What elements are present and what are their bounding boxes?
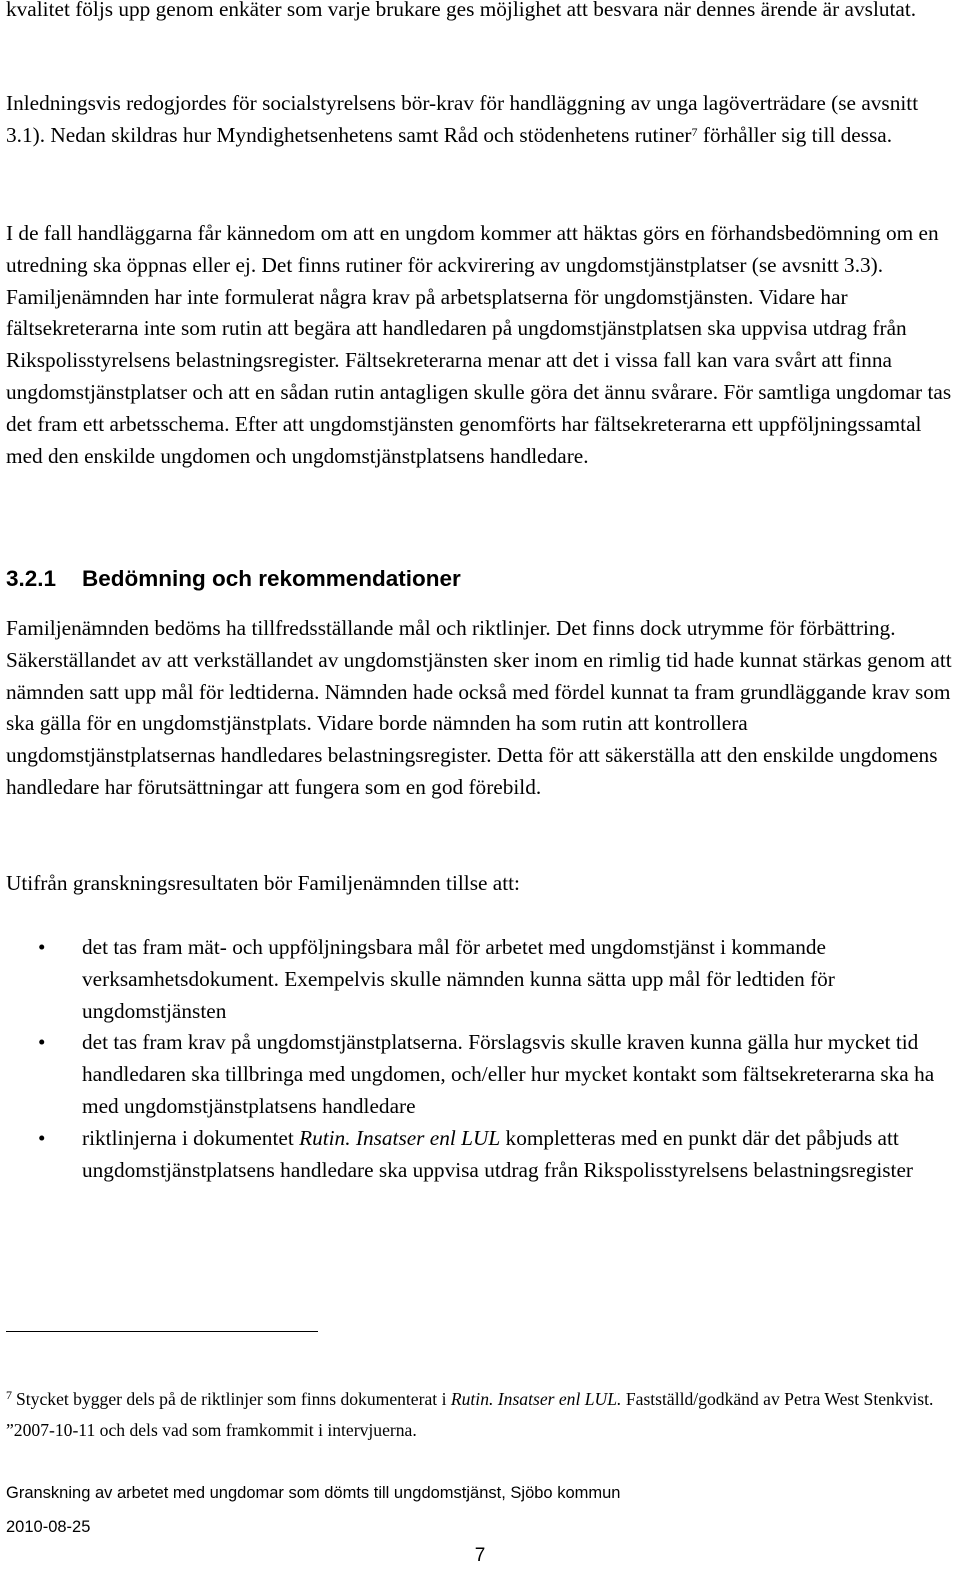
footer-date: 2010-08-25 (6, 1518, 91, 1536)
footnote-document-title: Rutin. Insatser enl LUL. (450, 1389, 622, 1409)
intro-paragraph-1: kvalitet följs upp genom enkäter som varje brukare ges möjlighet att besvara när dennes ärende är avslutat. (6, 0, 917, 21)
footnote-number: 7 (6, 1388, 12, 1402)
list-item-text: det tas fram mät- och uppföljningsbara mål för arbetet med ungdomstjänst i kommande verksamhetsdokument. Exempelvis skulle nämnden kunna sätta upp mål för ledtiden för ungdomstjänsten (82, 935, 835, 1023)
section-number: 3.2.1 (6, 566, 57, 591)
footnote-separator (6, 1331, 318, 1332)
bullet-icon: • (38, 935, 46, 959)
recommendations-list (0, 932, 960, 1186)
footnote-reference[interactable]: 7 (691, 124, 698, 139)
list-item-text: det tas fram krav på ungdomstjänstplatserna. Förslagsvis skulle kraven kunna gälla hur mycket tid handledaren ska tillbringa med ungdomen, och/eller hur mycket kontakt som fältsekreterarna ska ha med ungdomstjänstplatsens handledare (82, 1030, 935, 1118)
footnote-text-tail: Fastställd/godkänd av Petra West Stenkvist. ”2007-10-11 och dels vad som framkommit i intervjuerna. (6, 1389, 934, 1440)
section-heading (6, 566, 461, 592)
section-title: Bedömning och rekommendationer (82, 566, 461, 591)
intro-paragraph-2 (6, 88, 956, 152)
footnote-text: Stycket bygger dels på de riktlinjer som finns dokumenterat i (16, 1389, 451, 1409)
list-item (0, 932, 956, 1027)
intro-paragraph-3: I de fall handläggarna får kännedom om att en ungdom kommer att häktas görs en förhandsbedömning om en utredning ska öppnas eller ej. Det finns rutiner för ackvirering av ungdomstjänstplatser (se avsnitt 3.3). Familjenämnden har inte formulerat några krav på arbetsplatserna för ungdomstjänsten. Vidare har fältsekreterarna inte som rutin att begära att handledaren på ungdomstjänstplatsen ska uppvisa utdrag från Rikspolisstyrelsens belastningsregister. Fältsekreterarna menar att det i vissa fall kan vara svårt att finna ungdomstjänstplatser och att en sådan rutin antagligen skulle göra det ännu svårare. För samtliga ungdomar tas det fram ett arbetsschema. Efter att ungdomstjänsten genomförts har fältsekreterarna ett uppföljningssamtal med den enskilde ungdomen och ungdomstjänstplatsens handledare. (6, 221, 952, 468)
footnote (6, 1384, 956, 1446)
bullet-icon: • (38, 1030, 46, 1055)
bullet-icon: • (38, 1125, 46, 1150)
intro-paragraph-2-tail: förhåller sig till dessa. (697, 122, 893, 147)
list-item (0, 1027, 956, 1122)
list-item-text: riktlinjerna i dokumentet (82, 1125, 300, 1150)
document-title-italic: Rutin. Insatser enl LUL (299, 1125, 501, 1150)
footer-title: Granskning av arbetet med ungdomar som dömts till ungdomstjänst, Sjöbo kommun (6, 1484, 621, 1502)
recommendations-intro: Utifrån granskningsresultaten bör Familjenämnden tillse att: (6, 871, 520, 895)
page-number: 7 (474, 1545, 486, 1566)
list-item (0, 1123, 956, 1187)
intro-paragraph-2-text: Inledningsvis redogjordes för socialstyrelsens bör-krav för handläggning av unga lagöverträdare (se avsnitt 3.1). Nedan skildras hur Myndighetsenhetens samt Råd och stödenhetens rutiner (6, 91, 919, 147)
list-item-text-tail: kompletteras med en punkt där det påbjuds att ungdomstjänstplatsens handledare ska uppvisa utdrag från Rikspolisstyrelsens belastningsregister (82, 1125, 914, 1182)
assessment-paragraph: Familjenämnden bedöms ha tillfredsställande mål och riktlinjer. Det finns dock utrymme för förbättring. Säkerställandet av att verkställandet av ungdomstjänsten sker inom en rimlig tid hade kunnat stärkas genom att nämnden satt upp mål för ledtiderna. Nämnden hade också med fördel kunnat ta fram grundläggande krav som ska gälla för en ungdomstjänstplats. Vidare borde nämnden ha som rutin att kontrollera ungdomstjänstplatsernas handledares belastningsregister. Detta för att säkerställa att den enskilde ungdomens handledare har förutsättningar att fungera som en god förebild. (6, 616, 952, 799)
